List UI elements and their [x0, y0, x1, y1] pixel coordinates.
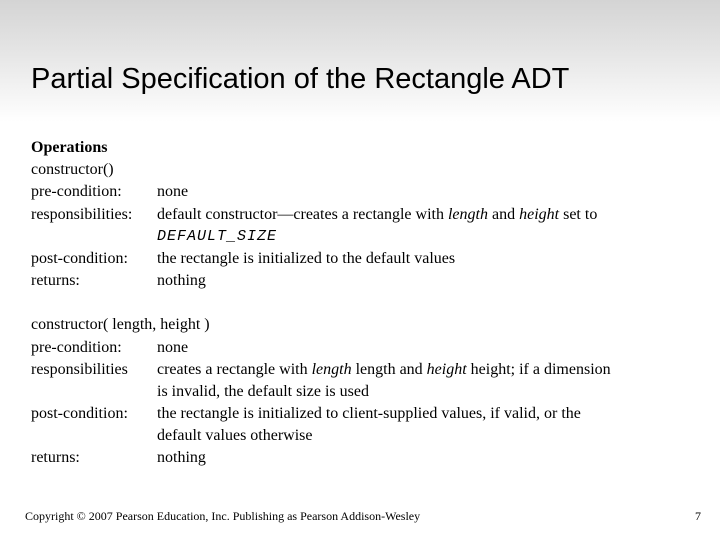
- op1-post-label: post-condition:: [31, 249, 128, 267]
- op2-resp-label: responsibilities: [31, 360, 128, 378]
- op1-resp-em-length: length: [447, 205, 488, 223]
- op2-post-line2: default values otherwise: [157, 427, 313, 445]
- op1-ret-value: nothing: [157, 272, 206, 290]
- op2-ret-value: nothing: [157, 449, 206, 467]
- op1-pre-label: pre-condition:: [31, 183, 122, 201]
- op2-signature: constructor( length, height ): [31, 316, 210, 334]
- op1-pre-value: none: [157, 183, 189, 201]
- op2-resp-text-b: length and: [351, 360, 427, 378]
- op1-resp-label: responsibilities:: [31, 205, 133, 223]
- spacer: [31, 292, 711, 314]
- op2-postcondition-row2: [31, 425, 711, 447]
- op1-ret-label: returns:: [31, 272, 80, 290]
- op2-returns-row: [31, 447, 711, 469]
- op2-post-label: post-condition:: [31, 405, 128, 423]
- op1-responsibilities-row: [31, 204, 711, 226]
- op1-resp-text-a: default constructor—creates a rectangle with: [157, 205, 448, 223]
- op2-resp-em-length: length: [311, 360, 352, 378]
- op1-resp-text-b: and: [487, 205, 520, 223]
- op1-precondition-row: [31, 181, 711, 203]
- slide-body: [31, 137, 711, 470]
- op1-default-size: DEFAULT_SIZE: [157, 227, 278, 245]
- op2-resp-text-c: height; if a dimension: [466, 360, 611, 378]
- op1-resp-em-height: height: [519, 205, 560, 223]
- op2-resp-line2: is invalid, the default size is used: [157, 382, 369, 400]
- operations-heading: Operations: [31, 139, 108, 156]
- op1-postcondition-row: [31, 248, 711, 270]
- op2-post-line1: the rectangle is initialized to client-supplied values, if valid, or the: [157, 405, 581, 423]
- slide-title: Partial Specification of the Rectangle ADT: [31, 63, 570, 95]
- op2-resp-text-a: creates a rectangle with: [157, 360, 312, 378]
- op2-pre-label: pre-condition:: [31, 338, 122, 356]
- op2-resp-em-height: height: [426, 360, 467, 378]
- op2-resp-text: [157, 359, 611, 381]
- op1-post-value: the rectangle is initialized to the default values: [157, 249, 456, 267]
- op1-resp-text-c: set to: [559, 205, 598, 223]
- op2-responsibilities-row2: [31, 381, 711, 403]
- op2-ret-label: returns:: [31, 449, 80, 467]
- op2-pre-value: none: [157, 338, 189, 356]
- op1-returns-row: [31, 270, 711, 292]
- op2-responsibilities-row: [31, 359, 711, 381]
- op2-precondition-row: [31, 337, 711, 359]
- page-number: 7: [695, 509, 701, 523]
- op1-resp-text: [157, 204, 597, 226]
- op2-postcondition-row: [31, 403, 711, 425]
- op1-responsibilities-row2: [31, 226, 711, 248]
- op1-signature: constructor(): [31, 161, 114, 179]
- copyright-footer: Copyright © 2007 Pearson Education, Inc. Publishing as Pearson Addison-Wesley: [25, 509, 421, 523]
